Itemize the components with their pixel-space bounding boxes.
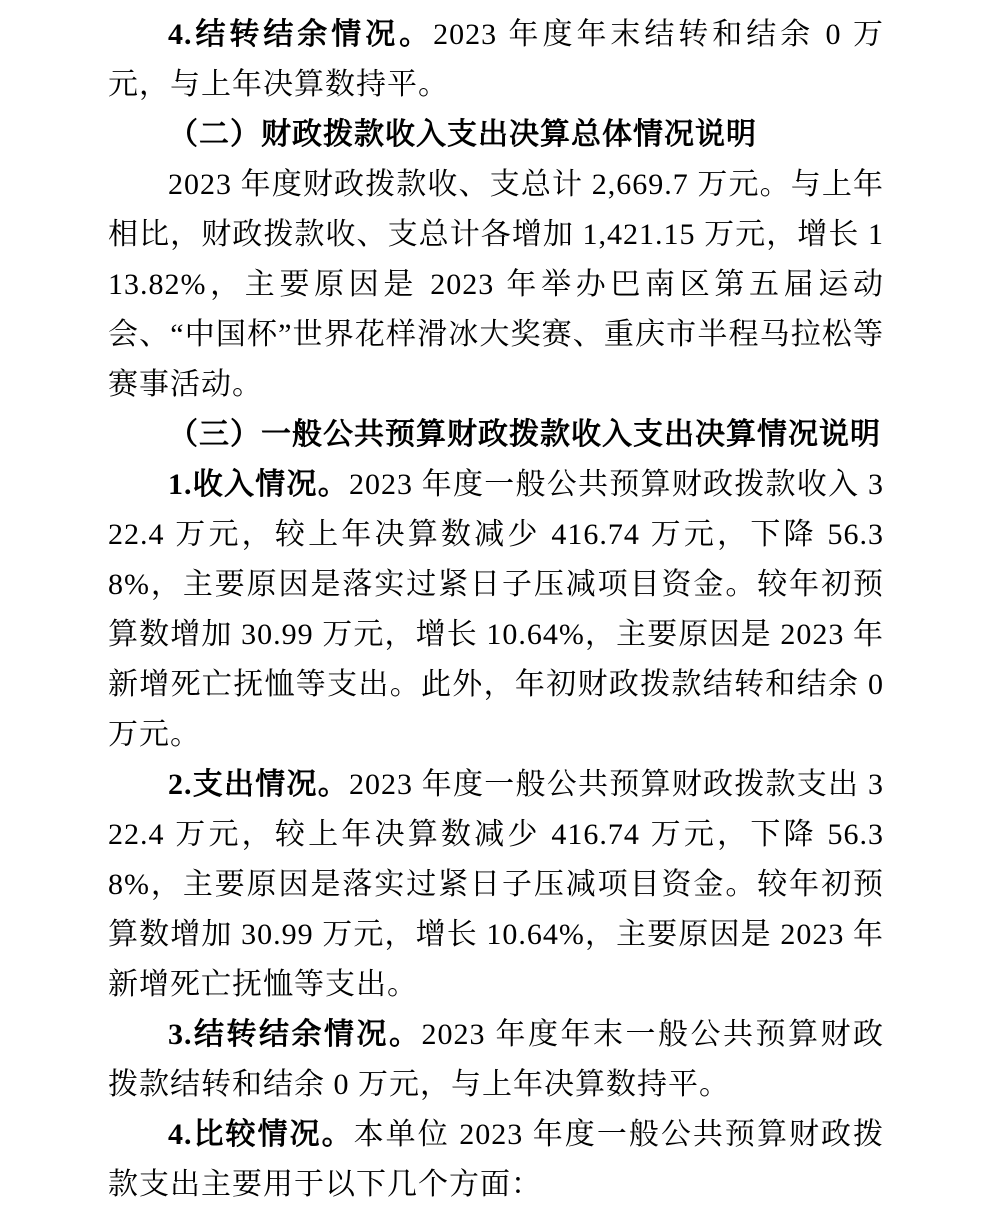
- heading-text: （二）财政拨款收入支出决算总体情况说明: [168, 118, 757, 151]
- paragraph-lead: 2.支出情况。: [168, 768, 349, 801]
- paragraph-text: 2023 年度一般公共预算财政拨款支出 322.4 万元，较上年决算数减少 416.74 万元，下降 56.38%，主要原因是落实过紧日子压减项目资金。较年初预算数增加 30.99 万元，增长 10.64%，主要原因是 2023 年新增死亡抚恤等支出。: [108, 768, 884, 1001]
- paragraph-lead: 1.收入情况。: [168, 468, 349, 501]
- heading-text: （三）一般公共预算财政拨款收入支出决算情况说明: [168, 418, 881, 451]
- paragraph-lead: 4.比较情况。: [168, 1118, 354, 1151]
- paragraph-text: 2023 年度年末一般公共预算财政拨款结转和结余 0 万元，与上年决算数持平。: [108, 1018, 884, 1101]
- paragraph-text: 2023 年度财政拨款收、支总计 2,669.7 万元。与上年相比，财政拨款收、支总计各增加 1,421.15 万元，增长 113.82%，主要原因是 2023 年举办巴南区第五届运动会、“中国杯”世界花样滑冰大奖赛、重庆市半程马拉松等赛事活动。: [108, 168, 884, 401]
- paragraph-lead: 4.结转结余情况。: [168, 18, 434, 51]
- paragraph-income-situation: [108, 460, 884, 760]
- paragraph-fiscal-overview-body: [108, 160, 884, 410]
- paragraph-expenditure-situation: [108, 760, 884, 1010]
- document-page: [108, 10, 884, 1210]
- paragraph-text: 2023 年度一般公共预算财政拨款收入 322.4 万元，较上年决算数减少 416.74 万元，下降 56.38%，主要原因是落实过紧日子压减项目资金。较年初预算数增加 30.99 万元，增长 10.64%，主要原因是 2023 年新增死亡抚恤等支出。此外，年初财政拨款结转和结余 0 万元。: [108, 468, 884, 751]
- paragraph-text: 2023 年度年末结转和结余 0 万元，与上年决算数持平。: [108, 18, 885, 101]
- paragraph-comparison-situation: [108, 1110, 884, 1210]
- paragraph-carryover-situation: [108, 1010, 884, 1110]
- paragraph-carryover-total: [108, 10, 884, 110]
- section-heading-fiscal-overview: [108, 110, 884, 160]
- paragraph-lead: 3.结转结余情况。: [168, 1018, 422, 1051]
- paragraph-text: 本单位 2023 年度一般公共预算财政拨款支出主要用于以下几个方面：: [108, 1118, 885, 1201]
- section-heading-general-budget: [108, 410, 884, 460]
